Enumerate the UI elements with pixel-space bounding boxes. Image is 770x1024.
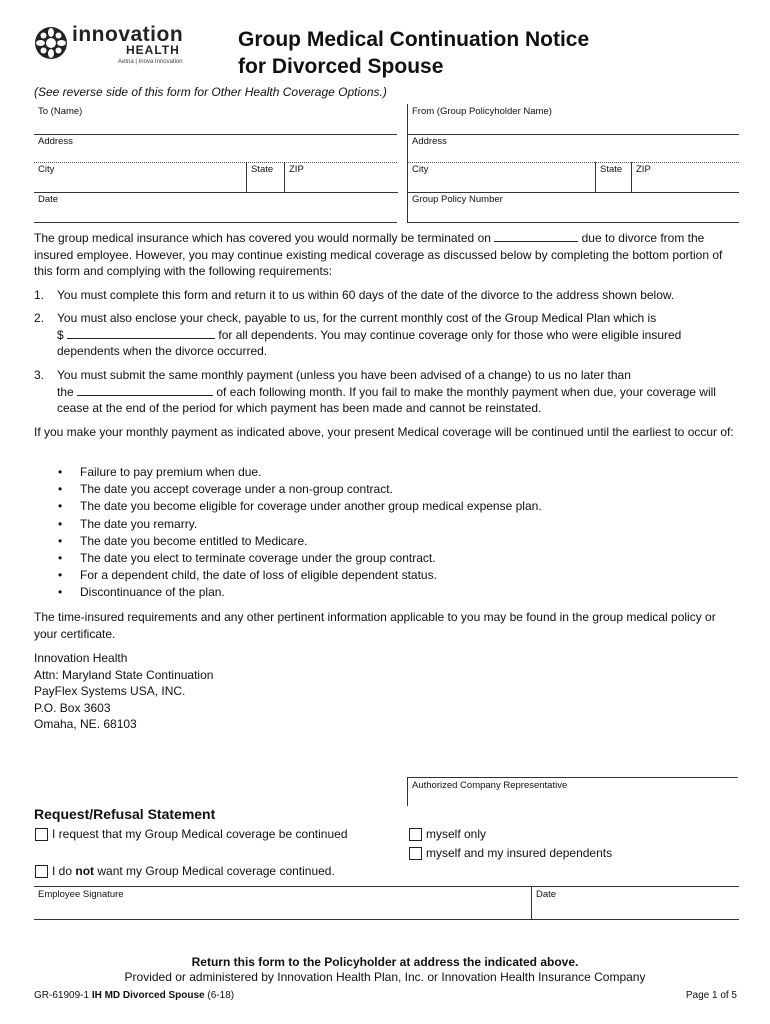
- termination-reasons-list: [58, 464, 542, 602]
- myself-only-label: myself only: [426, 827, 487, 841]
- address-line-1: Innovation Health: [34, 651, 128, 665]
- decline-label: [52, 864, 335, 878]
- address-line-3: PayFlex Systems USA, INC.: [34, 684, 186, 698]
- requirement-3-text-a: You must submit the same monthly payment (unless you have been advised of a change) to us no later than: [57, 368, 631, 382]
- authorized-representative-field[interactable]: [407, 777, 738, 806]
- right-zip-field[interactable]: [631, 162, 739, 193]
- innovation-health-logo: [34, 23, 184, 68]
- list-item: • The date you remarry.: [58, 516, 542, 533]
- right-city-field[interactable]: [407, 162, 596, 193]
- time-insured-paragraph: The time-insured requirements and any other pertinent information applicable to you may be found in the group medical policy or your certificate.: [34, 610, 716, 641]
- left-address-field[interactable]: [34, 134, 397, 163]
- right-city-label: City: [412, 164, 429, 175]
- employee-signature-label: Employee Signature: [38, 889, 124, 900]
- right-zip-label: ZIP: [636, 164, 651, 175]
- list-item: • Failure to pay premium when due.: [58, 464, 542, 481]
- signature-date-field[interactable]: [531, 886, 739, 920]
- form-number: [34, 990, 234, 1001]
- right-address-field[interactable]: [407, 134, 739, 163]
- requirement-2-text: [57, 310, 738, 360]
- mailing-address: [34, 650, 213, 733]
- list-item: • The date you accept coverage under a non-group contract.: [58, 481, 542, 498]
- list-item: • The date you become entitled to Medicare.: [58, 533, 542, 550]
- address-line-5: Omaha, NE. 68103: [34, 717, 137, 731]
- right-state-field[interactable]: [595, 162, 632, 193]
- title-line-2: for Divorced Spouse: [238, 55, 444, 78]
- form-revision-date: (6-18): [207, 990, 235, 1001]
- group-policy-number-field[interactable]: [407, 192, 739, 223]
- left-state-label: State: [251, 164, 274, 175]
- termination-date-blank[interactable]: [494, 230, 578, 242]
- requirement-3-text: [57, 367, 738, 417]
- requirement-2-text-a: You must also enclose your check, payable to us, for the current monthly cost of the Group Medical Plan which is: [57, 311, 657, 325]
- request-continue-checkbox[interactable]: [35, 828, 48, 841]
- left-zip-field[interactable]: [284, 162, 398, 193]
- myself-dependents-label: myself and my insured dependents: [426, 846, 613, 860]
- authorized-representative-label: Authorized Company Representative: [412, 780, 568, 791]
- logo-name: innovation: [72, 23, 184, 46]
- dollar-sign: $: [57, 327, 64, 342]
- list-item: • The date you become eligible for coverage under another group medical expense plan.: [58, 498, 542, 515]
- intro-text-a: The group medical insurance which has covered you would normally be terminated on: [34, 231, 491, 245]
- requirement-3-text-b: of each following month. If you fail to make the monthly payment when due, your coverage will cease at the end of the period for which payment has been made and cannot be reinstated.: [57, 384, 716, 415]
- left-city-label: City: [38, 164, 55, 175]
- from-policyholder-label: From (Group Policyholder Name): [412, 106, 552, 117]
- group-policy-number-label: Group Policy Number: [412, 194, 503, 205]
- list-item: • Discontinuance of the plan.: [58, 584, 542, 601]
- decline-checkbox[interactable]: [35, 865, 48, 878]
- title-line-1: Group Medical Continuation Notice: [238, 28, 590, 51]
- left-date-label: Date: [38, 194, 59, 205]
- left-date-field[interactable]: [34, 192, 397, 223]
- right-address-label: Address: [412, 136, 447, 147]
- intro-paragraph: [34, 230, 738, 280]
- form-name: IH MD Divorced Spouse: [91, 990, 205, 1001]
- continuation-paragraph: If you make your monthly payment as indicated above, your present Medical coverage will be continued until the earliest to occur of:: [34, 425, 734, 439]
- request-continue-label: I request that my Group Medical coverage be continued: [52, 827, 348, 841]
- administrator-statement: Provided or administered by Innovation Health Plan, Inc. or Innovation Health Insurance Company: [124, 970, 646, 984]
- requirement-1-text: You must complete this form and return it to us within 60 days of the date of the divorce to the address shown below.: [57, 288, 675, 302]
- requirement-2-text-b: for all dependents. You may continue coverage only for those who were eligible insured dependents when the divorce occurred.: [57, 327, 682, 358]
- myself-dependents-checkbox[interactable]: [409, 847, 422, 860]
- address-line-2: Attn: Maryland State Continuation: [34, 667, 214, 682]
- requirement-1-number: 1.: [34, 288, 45, 302]
- requirement-3-the: the: [57, 384, 74, 399]
- address-line-4: P.O. Box 3603: [34, 700, 111, 715]
- left-city-field[interactable]: [34, 162, 246, 193]
- logo-sub: HEALTH: [126, 43, 180, 57]
- to-name-label: To (Name): [38, 106, 83, 117]
- payment-due-day-blank[interactable]: [77, 384, 213, 396]
- decline-text-a: I do: [52, 864, 73, 878]
- requirement-2-number: 2.: [34, 311, 45, 325]
- signature-date-label: Date: [536, 889, 557, 900]
- to-name-field[interactable]: [34, 104, 397, 135]
- request-refusal-heading: Request/Refusal Statement: [34, 806, 216, 822]
- form-title: [238, 26, 589, 80]
- right-state-label: State: [600, 164, 623, 175]
- list-item: • The date you elect to terminate coverage under the group contract.: [58, 550, 542, 567]
- reverse-side-note: (See reverse side of this form for Other Health Coverage Options.): [34, 85, 387, 99]
- monthly-cost-blank[interactable]: [67, 327, 215, 339]
- myself-only-checkbox[interactable]: [409, 828, 422, 841]
- form-code: GR-61909-1: [34, 990, 90, 1001]
- left-state-field[interactable]: [246, 162, 285, 193]
- employee-signature-field[interactable]: [34, 886, 531, 920]
- logo-flower-icon: [34, 26, 68, 60]
- decline-not-emphasis: not: [75, 864, 95, 878]
- page-number: Page 1 of 5: [685, 990, 737, 1001]
- return-instruction: Return this form to the Policyholder at address the indicated above.: [191, 955, 579, 969]
- left-zip-label: ZIP: [289, 164, 304, 175]
- intro-text-b: due to divorce from the insured employee. However, you may continue existing medical coverage as discussed below by completing the bottom portion of this form and complying with the following requirements:: [34, 231, 723, 278]
- decline-text-b: want my Group Medical coverage continued.: [97, 864, 335, 878]
- list-item: • For a dependent child, the date of loss of eligible dependent status.: [58, 567, 542, 584]
- from-policyholder-field[interactable]: [407, 104, 739, 135]
- requirement-3-number: 3.: [34, 368, 45, 382]
- logo-tagline: Aetna | Inova Innovation: [118, 59, 183, 65]
- left-address-label: Address: [38, 136, 73, 147]
